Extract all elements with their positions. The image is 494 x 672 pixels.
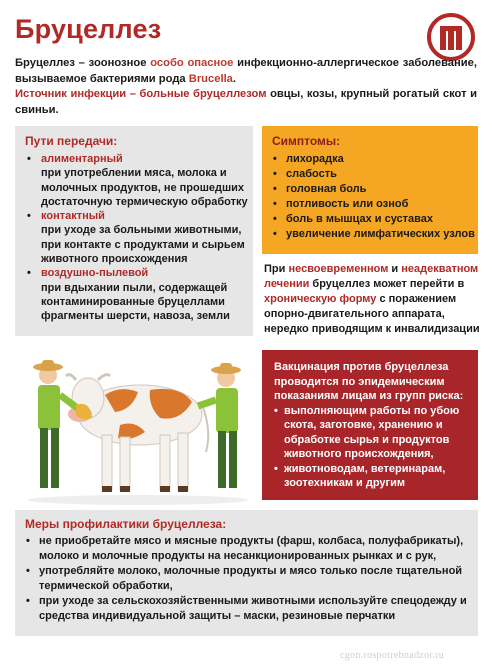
vaccination-item: • выполняющим работы по убою скота, заготовке, хранению и обработке сырья и продуктов животного происхождения, [274,404,460,460]
farmers-cow-illustration-icon [20,340,256,506]
prevention-item: • не приобретайте мясо и мясные продукты (фарш, колбаса, полуфабрикаты), молоко и молочные продукты на несанкционированных рынках и с рук, [26,535,464,562]
prevention-item: • употребляйте молоко, молочные продукты и мясо только после тщательной термической обработки, [26,565,463,592]
symptom-item: • лихорадка [273,153,344,165]
vaccination-intro: Вакцинация против бруцеллеза проводится по эпидемическим показаниям лицам из групп риска: [274,361,464,402]
transmission-header: Пути передачи: [25,134,118,148]
transmission-item: • алиментарный при употреблении мяса, молока и молочных продуктов, не прошедших достаточную термическую обработку [27,153,248,208]
symptoms-header: Симптомы: [272,134,341,148]
intro-text: Бруцеллез – зоонозное особо опасное инфекционно-аллергическое заболевание, вызываемое бактериями рода Brucella. Источник инфекции – больные бруцеллезом овцы, козы, крупный рогатый скот и свиньи. [15,57,477,116]
transmission-item: • воздушно-пылевой при вдыхании пыли, содержащей контаминированные бруцеллами фрагменты шерсти, навоза, земли [27,267,230,323]
rospotrebnadzor-logo-icon [426,12,476,62]
late-treatment-text: При несвоевременном и неадекватном лечении бруцеллез может перейти в хроническую форму с поражением опорно-двигательного аппарата, нередко приводящим к инвалидизации [264,263,480,335]
symptom-item: • головная боль [273,183,367,195]
watermark: cgon.rospotrebnadzor.ru [340,650,445,661]
page-title: Бруцеллез [15,14,162,44]
transmission-box [15,126,253,336]
transmission-item: • контактный при уходе за больными животными, при контакте с продуктами и сырьем животного происхождения [27,210,245,266]
prevention-item: • при уходе за сельскохозяйственными животными используйте спецодежду и средства индивидуальной защиты – маски, резиновые перчатки [26,595,467,622]
vaccination-box [262,350,478,500]
symptoms-box [262,126,478,254]
vaccination-item: • животноводам, ветеринарам, зоотехникам и другим [274,462,446,489]
prevention-header: Меры профилактики бруцеллеза: [25,517,227,531]
symptom-item: • потливость или озноб [273,198,409,210]
symptom-item: • увеличение лимфатических узлов [273,228,475,240]
prevention-box [15,510,478,636]
symptom-item: • боль в мышцах и суставах [273,213,434,225]
symptom-item: • слабость [273,168,337,180]
